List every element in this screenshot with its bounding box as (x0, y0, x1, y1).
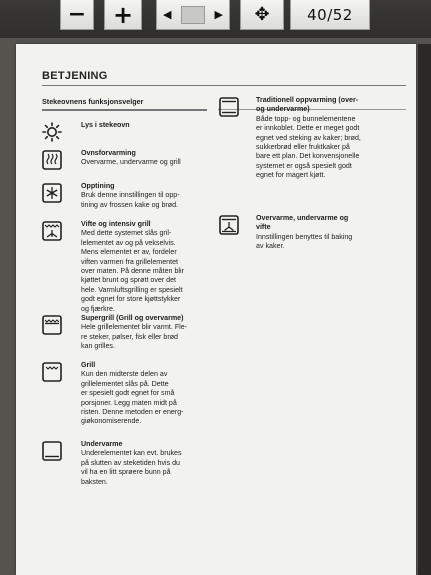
bottom-heat-icon (41, 440, 63, 462)
item-title: Grill (81, 361, 96, 369)
zoom-in-button[interactable]: + (104, 0, 142, 30)
page-slider-handle[interactable] (181, 6, 205, 24)
right-scroll-edge (418, 44, 431, 575)
supergrill-icon (41, 314, 63, 336)
item-title: Lys i stekeovn (81, 121, 130, 129)
page-navigation (156, 0, 230, 30)
light-bulb-icon (41, 121, 63, 143)
item-title: Vifte og intensiv grill (81, 220, 151, 228)
item-description: Kun den midterste delen av grillelementet slås på. Dette er spesielt godt egnet for små porsjoner. Legg maten midt på risten. Denne metoden er energ- giøkonomiserende. (81, 370, 184, 426)
grill-fan-icon (41, 220, 63, 242)
item-description: Overvarme, undervarme og grill (81, 158, 181, 167)
item-description: Hele grillelementet blir varmt. Fle- re steker, pølser, fisk eller brød kan grilles. (81, 323, 188, 351)
reader-toolbar (0, 0, 431, 38)
item-title: Opptining (81, 182, 115, 190)
previous-page-button[interactable]: ◀ (163, 8, 172, 21)
top-bottom-heat-icon (218, 96, 240, 118)
item-title: Overvarme, undervarme og vifte (256, 214, 349, 232)
item-title: Ovnsforvarming (81, 149, 136, 157)
next-page-button[interactable]: ▶ (214, 8, 223, 21)
top-heat-fan-icon (218, 214, 240, 236)
item-description: Med dette systemet slås gril- lelementet av og på vekselvis. Mens elementet er av, fordeler viften varmen fra grillelementet over maten. På denne måten blir kjøttet brunt og sprøtt over det hele. Varmluftsgrilling er spesielt godt egnet for store kjøttstykker og fjærkre. (81, 229, 184, 313)
item-title: Supergrill (Grill og overvarme) (81, 314, 184, 322)
item-description: Bruk denne innstillingen til opp- tining av frossen kake og brød. (81, 191, 180, 209)
oven-heat-icon (41, 149, 63, 171)
section-title: BETJENING (42, 70, 108, 82)
subheading-divider (42, 109, 207, 111)
item-description: Både topp- og bunnelementene er innkoblet. Dette er meget godt egnet ved steking av kaker; brød, sukkerbrød eller fruktkaker på bare ett plan. Det konvensjonelle systemet er også spesielt godt egnet for magert kjøtt. (256, 114, 361, 180)
pan-move-button[interactable]: ✥ (240, 0, 284, 30)
item-description: Innstillingen benyttes til baking av kaker. (256, 232, 353, 251)
item-title: Undervarme (81, 440, 123, 448)
section-divider (42, 85, 406, 86)
item-description: Underelementet kan evt. brukes på slutten av steketiden hvis du vil ha en litt sprøere bunn på baksten. (81, 449, 182, 486)
grill-icon (41, 361, 63, 383)
zoom-out-button[interactable]: − (60, 0, 94, 30)
page-indicator: 40/52 (290, 0, 370, 30)
document-page (16, 44, 416, 575)
defrost-fan-icon (41, 182, 63, 204)
subheading: Stekeovnens funksjonsvelger (42, 97, 144, 106)
item-title: Traditionell oppvarming (over- og undervarme) (256, 96, 359, 114)
